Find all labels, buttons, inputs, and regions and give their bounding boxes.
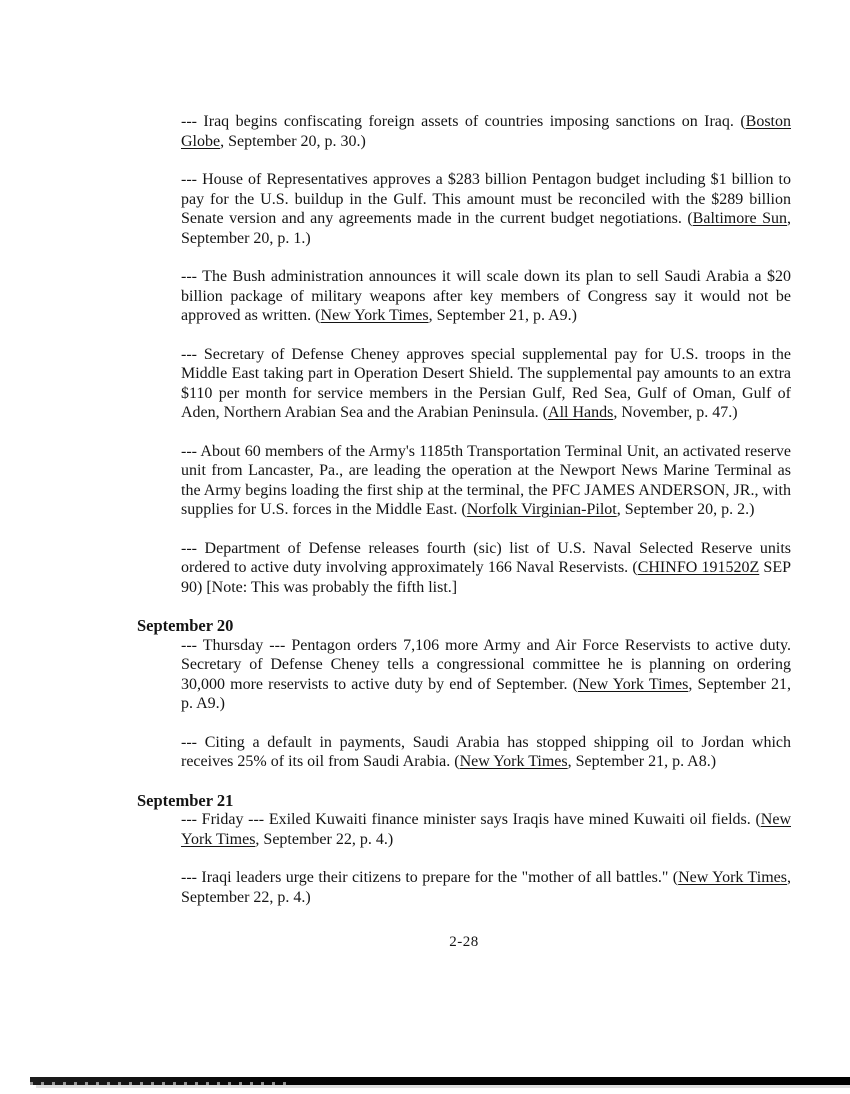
citation-source: All Hands	[548, 404, 614, 421]
citation-source: Norfolk Virginian-Pilot	[466, 501, 617, 518]
paragraph-text: --- Thursday --- Pentagon orders 7,106 more Army and Air Force Reservists to active duty. Secretary of Defense Cheney tells a congressional committee he is planning on ordering 30,000 more reservists to active duty by end of September. (	[181, 636, 791, 693]
scan-artifact-bar	[30, 1077, 850, 1085]
paragraph-text: --- Department of Defense releases fourth (sic) list of U.S. Naval Selected Reserve units ordered to active duty involving approximately 166 Naval Reservists. (	[181, 539, 791, 576]
paragraph-text: , November, p. 47.)	[613, 404, 738, 421]
paragraph-text: --- Iraqi leaders urge their citizens to prepare for the "mother of all battles." (	[181, 869, 679, 886]
page-number: 2-28	[449, 934, 479, 950]
paragraph-text: --- Iraq begins confiscating foreign assets of countries imposing sanctions on Iraq. (	[181, 113, 746, 130]
paragraph-text: , September 20, p. 30.)	[220, 132, 366, 150]
paragraph-text: , September 22, p. 4.)	[181, 869, 791, 906]
paragraph-text: --- The Bush administration announces it will scale down its plan to sell Saudi Arabia a $20 billion package of military weapons after key members of Congress say it would not be approved as written. (	[181, 268, 791, 324]
paragraph-text: , September 21, p. A9.)	[181, 675, 792, 712]
paragraph-text: , September 22, p. 4.)	[255, 830, 394, 848]
paragraph-text: SEP 90) [Note: This was probably the fifth list.]	[181, 559, 791, 596]
citation-source: Baltimore Sun	[692, 210, 787, 227]
event-paragraph	[181, 810, 791, 849]
paragraph-text: , September 21, p. A8.)	[567, 753, 717, 770]
event-paragraph	[181, 733, 791, 772]
event-paragraph	[181, 868, 791, 907]
paragraph-text: , September 20, p. 2.)	[616, 501, 755, 518]
paragraph-text: --- About 60 members of the Army's 1185th Transportation Terminal Unit, an activated reserve unit from Lancaster, Pa., are leading the operation at the Newport News Marine Terminal as the Army begins loading the first ship at the terminal, the PFC JAMES ANDERSON, JR., with supplies for U.S. forces in the Middle East. (	[181, 442, 791, 518]
citation-source: Boston Globe	[181, 113, 791, 150]
citation-source: New York Times	[459, 753, 568, 770]
citation-source: New York Times	[181, 811, 791, 848]
date-heading-september-20: September 20	[137, 616, 234, 635]
event-paragraph	[181, 112, 791, 151]
citation-source: CHINFO 191520Z	[637, 559, 760, 576]
citation-source: New York Times	[320, 307, 429, 324]
document-content	[137, 112, 791, 953]
citation-source: New York Times	[678, 869, 787, 886]
event-paragraph	[181, 636, 791, 714]
event-paragraph	[181, 442, 791, 520]
paragraph-text: --- Friday --- Exiled Kuwaiti finance minister says Iraqis have mined Kuwaiti oil fields. (	[181, 811, 761, 828]
paragraph-text: , September 20, p. 1.)	[181, 210, 791, 247]
paragraph-text: --- House of Representatives approves a $283 billion Pentagon budget including $1 billion to pay for the U.S. buildup in the Gulf. This amount must be reconciled with the $289 billion Senate version and any agreements made in the current budget negotiations. (	[181, 171, 791, 227]
date-heading-september-21: September 21	[137, 790, 234, 810]
paragraph-text: , September 21, p. A9.)	[428, 307, 577, 324]
event-paragraph	[181, 267, 791, 326]
event-paragraph	[181, 539, 791, 598]
paragraph-text: --- Secretary of Defense Cheney approves special supplemental pay for U.S. troops in the Middle East taking part in Operation Desert Shield. The supplemental pay amounts to an extra $110 per month for service members in the Persian Gulf, Red Sea, Gulf of Oman, Gulf of Aden, Northern Arabian Sea and the Arabian Peninsula. (	[181, 345, 791, 421]
event-paragraph	[181, 170, 791, 248]
citation-source: New York Times	[578, 675, 689, 693]
paragraph-text: --- Citing a default in payments, Saudi Arabia has stopped shipping oil to Jordan which receives 25% of its oil from Saudi Arabia. (	[181, 733, 791, 770]
event-paragraph	[181, 345, 791, 423]
